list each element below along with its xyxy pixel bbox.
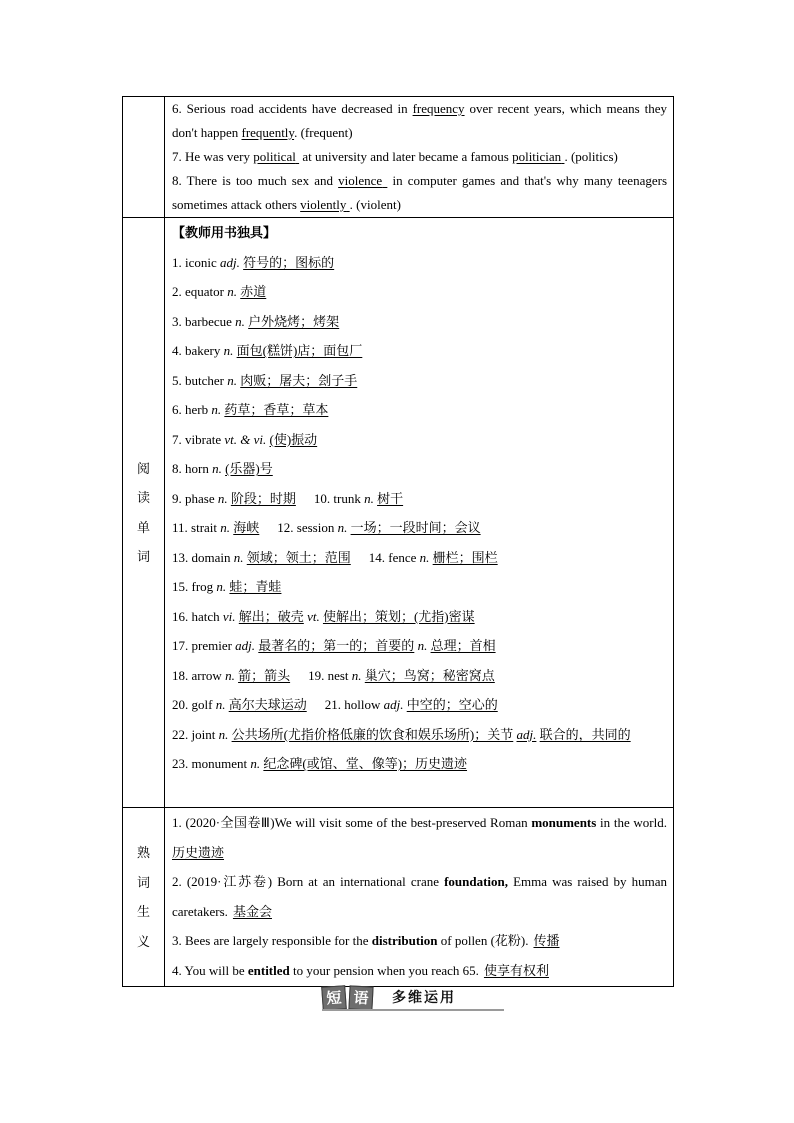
reading-words-cell <box>165 218 674 808</box>
vocab-meaning: (使)振动 <box>269 431 318 447</box>
meaning-answer: 基金会 <box>232 903 272 919</box>
sentence-text: 1. (2020·全国卷Ⅲ)We will visit some of the best-preserved Roman <box>172 815 532 830</box>
vocab-headword: 2. equator <box>172 284 224 299</box>
vocab-headword: 4. bakery <box>172 343 221 358</box>
part-of-speech: n. <box>233 549 244 565</box>
part-of-speech: n. <box>250 756 261 771</box>
vocab-meaning: 联合的，共同的 <box>539 726 631 742</box>
vocab-line <box>172 336 667 366</box>
vocab-line <box>172 307 667 337</box>
vocab-meaning: 药草；香草；草本 <box>224 402 329 417</box>
exercise-cell <box>165 97 674 218</box>
reading-words-label: 阅读单词 <box>136 460 150 564</box>
vocab-meaning: 肉贩；屠夫；刽子手 <box>240 372 358 388</box>
side-cell <box>123 808 165 987</box>
part-of-speech: vt. & vi. <box>224 431 267 447</box>
vocab-headword: 6. herb <box>172 402 209 417</box>
vocab-headword: 21. hollow <box>324 697 381 712</box>
sentence-text: 2. (2019·江苏卷) Born at an international crane <box>172 874 445 889</box>
vocab-headword: 15. frog <box>172 579 214 594</box>
part-of-speech: n. <box>220 520 231 535</box>
part-of-speech: n. <box>218 726 229 742</box>
vocab-headword: 14. fence <box>368 549 417 565</box>
vocab-line <box>172 631 667 661</box>
vocab-meaning: 符号的；图标的 <box>243 254 335 270</box>
part-of-speech: n. <box>351 667 362 683</box>
meaning-answer: 传播 <box>533 933 560 948</box>
vocab-headword: 20. golf <box>172 697 213 712</box>
reading-words-row <box>123 218 674 808</box>
part-of-speech: n. <box>419 549 430 565</box>
example-sentence <box>172 926 667 956</box>
vocab-headword: 1. iconic <box>172 254 217 270</box>
part-of-speech: n. <box>225 667 235 683</box>
key-word: foundation, <box>444 874 509 889</box>
meaning-answer: 使享有权利 <box>483 962 549 978</box>
sentence-text: . (violent) <box>349 197 401 212</box>
teacher-book-header: 【教师用书独具】 <box>172 225 277 240</box>
key-word: distribution <box>371 933 438 948</box>
vocab-line <box>172 454 667 484</box>
part-of-speech: n. <box>364 490 374 506</box>
vocab-line <box>172 248 667 278</box>
part-of-speech: n. <box>227 372 237 388</box>
vocab-meaning: 总理；首相 <box>430 638 496 653</box>
sentence-text: 8. There is too much sex and <box>172 173 339 188</box>
exercise-sentence <box>172 145 667 169</box>
part-of-speech: n. <box>215 697 226 712</box>
vocab-line <box>172 602 667 632</box>
vocab-line <box>172 277 667 307</box>
sentence-text: 7. He was very <box>172 149 254 164</box>
vocab-line <box>172 543 667 573</box>
vocab-headword: 3. barbecue <box>172 313 232 329</box>
vocab-meaning: 最著名的；第一的；首要的 <box>258 638 415 653</box>
exercise-row <box>123 97 674 218</box>
sentence-text: . (frequent) <box>294 125 353 140</box>
example-sentence <box>172 867 667 926</box>
exercise-sentence <box>172 169 667 217</box>
vocab-line <box>172 513 667 543</box>
vocab-headword: 19. nest <box>308 667 349 683</box>
vocab-line <box>172 720 667 750</box>
vocab-meaning: 海峡 <box>233 520 260 535</box>
vocab-meaning: 箭；箭头 <box>238 667 291 683</box>
vocab-line <box>172 661 667 691</box>
vocab-meaning: (乐器)号 <box>225 461 273 476</box>
vocab-headword: 8. horn <box>172 461 209 476</box>
sentence-text: in the world. <box>596 815 667 830</box>
sentence-text: Emma was raised by human caretakers. <box>172 874 667 919</box>
example-sentence <box>172 808 667 867</box>
vocab-meaning: 巢穴；鸟窝；秘密窝点 <box>364 667 495 683</box>
sentence-text: to your pension when you reach 65. <box>289 962 479 978</box>
vocabulary-table <box>122 96 674 987</box>
part-of-speech: adj. <box>383 697 404 712</box>
vocab-meaning: 一场；一段时间；会议 <box>350 520 481 535</box>
vocab-headword: 17. premier <box>172 638 232 653</box>
part-of-speech: n. <box>235 313 245 329</box>
answer-blank: frequency <box>412 101 465 116</box>
part-of-speech: n. <box>223 343 234 358</box>
vocab-line <box>172 690 667 720</box>
vocab-meaning: 中空的；空心的 <box>406 697 498 712</box>
sentence-text: 6. Serious road accidents have decreased in <box>172 101 413 116</box>
vocab-line <box>172 425 667 455</box>
part-of-speech: n. <box>216 579 227 594</box>
new-meanings-row <box>123 808 674 987</box>
new-meanings-label: 熟词生义 <box>136 845 150 949</box>
vocab-headword: 18. arrow <box>172 667 222 683</box>
vocab-meaning: 赤道 <box>240 284 267 299</box>
section-banner <box>322 986 504 1010</box>
vocab-meaning: 阶段；时期 <box>230 490 296 506</box>
vocab-meaning: 解出；破壳 <box>238 608 304 624</box>
vocab-headword: 22. joint <box>172 726 216 742</box>
part-of-speech: adj. <box>220 254 240 270</box>
side-cell <box>123 218 165 808</box>
vocab-meaning: 栅栏；围栏 <box>432 549 498 565</box>
vocab-meaning: 公共场所(尤指价格低廉的饮食和娱乐场所)；关节 <box>231 726 514 742</box>
sentence-text: in computer games and that's why many teenagers sometimes attack others <box>172 173 668 212</box>
vocab-meaning: 纪念碑(或馆、堂、像等)；历史遗迹 <box>263 756 468 771</box>
vocab-line <box>172 484 667 514</box>
vocab-line <box>172 366 667 396</box>
part-of-speech: n. <box>337 520 348 535</box>
vocab-line <box>172 572 667 602</box>
sentence-text: over recent years, which means they don't happen <box>172 101 667 140</box>
vocab-meaning: 使解出；策划；(尤指)密谋 <box>322 608 475 624</box>
sentence-text: at university and later became a famous <box>299 149 513 164</box>
banner-title: 多维运用 <box>392 990 456 1006</box>
vocab-line <box>172 395 667 425</box>
sentence-text: of pollen (花粉). <box>437 933 529 948</box>
vocab-headword: 11. strait <box>172 520 218 535</box>
vocab-headword: 9. phase <box>172 490 215 506</box>
vocab-meaning: 面包(糕饼)店；面包厂 <box>236 343 363 358</box>
key-word: entitled <box>247 962 290 978</box>
sentence-text: . (politics) <box>564 149 618 164</box>
part-of-speech: n. <box>217 490 228 506</box>
vocab-headword: 12. session <box>277 520 335 535</box>
part-of-speech: adj. <box>235 638 256 653</box>
vocab-headword: 23. monument <box>172 756 248 771</box>
vocab-meaning: 树干 <box>377 490 404 506</box>
new-meanings-cell <box>165 808 674 987</box>
banner-tile: 语 <box>348 985 373 1010</box>
key-word: monuments <box>531 815 597 830</box>
vocab-headword: 16. hatch <box>172 608 220 624</box>
part-of-speech: vt. <box>307 608 320 624</box>
answer-blank: politician <box>512 149 562 164</box>
vocab-meaning: 蛙；青蛙 <box>229 579 282 594</box>
example-sentence <box>172 956 667 986</box>
part-of-speech: n. <box>211 402 222 417</box>
vocab-meaning: 高尔夫球运动 <box>228 697 307 712</box>
vocab-meaning: 户外烧烤；烤架 <box>248 313 340 329</box>
answer-blank: violently <box>300 197 347 212</box>
vocab-headword: 13. domain <box>172 549 231 565</box>
banner-tile: 短 <box>321 985 347 1011</box>
vocab-headword: 10. trunk <box>313 490 361 506</box>
sentence-text: 3. Bees are largely responsible for the <box>172 933 372 948</box>
part-of-speech: adj. <box>516 726 537 742</box>
vocab-headword: 5. butcher <box>172 372 224 388</box>
part-of-speech: n. <box>417 638 428 653</box>
answer-blank: political <box>253 149 296 164</box>
vocab-line <box>172 749 667 779</box>
answer-blank: violence <box>338 173 383 188</box>
sentence-text: 4. You will be <box>172 962 248 978</box>
meaning-answer: 历史遗迹 <box>172 844 225 860</box>
banner-underline <box>322 1009 504 1011</box>
answer-blank: frequently <box>241 125 295 140</box>
vocab-headword: 7. vibrate <box>172 431 222 447</box>
exercise-sentence <box>172 97 667 145</box>
vocab-meaning: 领域；领土；范围 <box>246 549 351 565</box>
part-of-speech: n. <box>212 461 222 476</box>
part-of-speech: vi. <box>222 608 236 624</box>
side-cell-empty <box>123 97 165 218</box>
part-of-speech: n. <box>227 284 237 299</box>
